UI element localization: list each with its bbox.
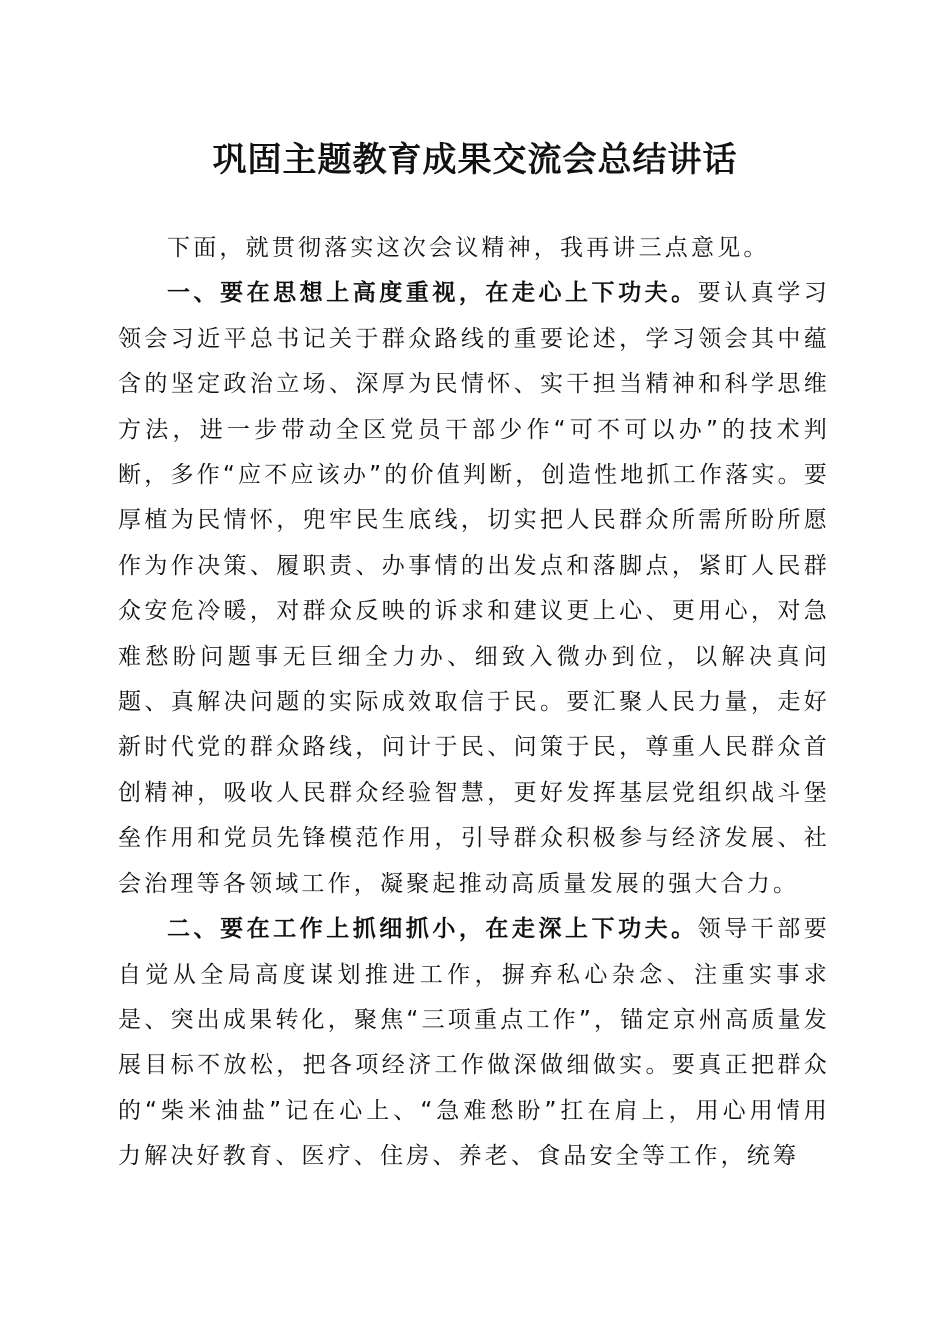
section-two-heading: 二、要在工作上抓细抓小，在走深上下功夫。 [167, 916, 698, 943]
document-title: 巩固主题教育成果交流会总结讲话 [212, 140, 738, 180]
section-one-heading: 一、要在思想上高度重视，在走心上下功夫。 [167, 280, 698, 307]
document-body [118, 226, 830, 1180]
intro-paragraph: 下面，就贯彻落实这次会议精神，我再讲三点意见。 [167, 235, 770, 261]
section-one-paragraph [118, 271, 830, 907]
section-one-text: 要认真学习领会习近平总书记关于群众路线的重要论述，学习领会其中蕴含的坚定政治立场、深厚为民情怀、实干担当精神和科学思维方法，进一步带动全区党员干部少作“可不可以办”的技术判断，多作“应不应该办”的价值判断，创造性地抓工作落实。要厚植为民情怀，兜牢民生底线，切实把人民群众所需所盼所愿作为作决策、履职责、办事情的出发点和落脚点，紧盯人民群众安危冷暖，对群众反映的诉求和建议更上心、更用心，对急难愁盼问题事无巨细全力办、细致入微办到位，以解决真问题、真解决问题的实际成效取信于民。要汇聚人民力量，走好新时代党的群众路线，问计于民、问策于民，尊重人民群众首创精神，吸收人民群众经验智慧，更好发挥基层党组织战斗堡垒作用和党员先锋模范作用，引导群众积极参与经济发展、社会治理等各领域工作，凝聚起推动高质量发展的强大合力。 [118, 280, 831, 897]
section-two-text: 领导干部要自觉从全局高度谋划推进工作，摒弃私心杂念、注重实事求是、突出成果转化，聚焦“三项重点工作”，锚定京州高质量发展目标不放松，把各项经济工作做深做细做实。要真正把群众的“柴米油盐”记在心上、“急难愁盼”扛在肩上，用心用情用力解决好教育、医疗、住房、养老、食品安全等工作，统筹 [118, 916, 831, 1170]
section-two-paragraph [118, 907, 830, 1179]
